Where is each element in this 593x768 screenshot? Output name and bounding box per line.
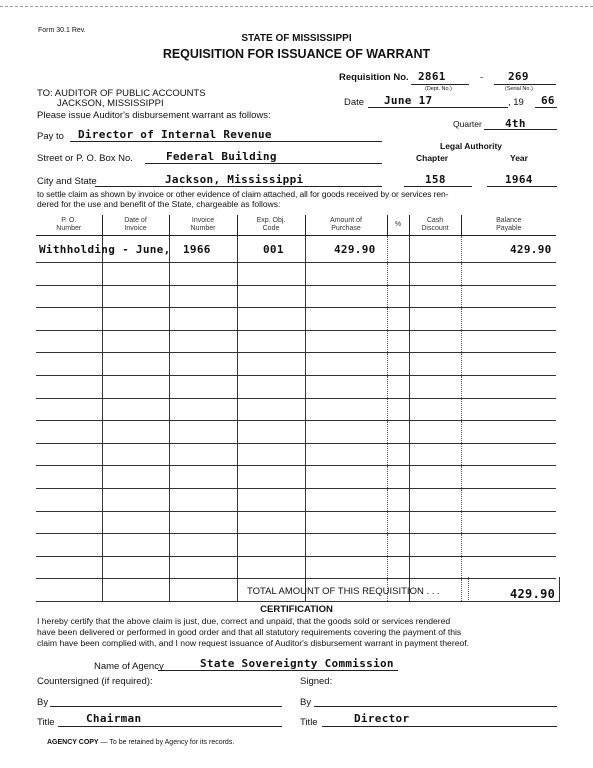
- left-title-line: [58, 726, 282, 727]
- entry-exp-code: 001: [263, 243, 284, 256]
- table-cell[interactable]: [36, 375, 102, 398]
- table-row: [36, 353, 556, 376]
- please-issue: Please issue Auditor's disbursement warrant as follows:: [37, 110, 271, 121]
- chapter-value: 158: [425, 173, 446, 186]
- table-cell[interactable]: [305, 466, 387, 489]
- table-cell[interactable]: [237, 398, 305, 421]
- table-cell[interactable]: [305, 556, 387, 579]
- table-cell[interactable]: [102, 285, 169, 308]
- table-cell[interactable]: [102, 308, 169, 331]
- requisition-label: Requisition No.: [339, 72, 409, 83]
- table-cell[interactable]: [409, 375, 461, 398]
- table-cell[interactable]: [387, 330, 409, 353]
- table-cell[interactable]: [461, 308, 556, 331]
- table-cell[interactable]: [387, 375, 409, 398]
- chapter-line: [404, 186, 472, 187]
- table-cell[interactable]: [409, 236, 461, 263]
- pay-to-line: [70, 141, 382, 142]
- left-by-line[interactable]: [50, 706, 282, 707]
- left-title-value: Chairman: [86, 712, 142, 725]
- serial-number: 269: [508, 70, 529, 83]
- table-cell[interactable]: [409, 421, 461, 444]
- table-cell[interactable]: [36, 488, 102, 511]
- table-cell[interactable]: [102, 488, 169, 511]
- street-value: Federal Building: [166, 150, 277, 163]
- table-cell[interactable]: [36, 443, 102, 466]
- perforation-edge: [0, 0, 593, 7]
- serial-number-line: [494, 84, 556, 85]
- footer-note: [47, 739, 234, 746]
- table-cell[interactable]: [305, 421, 387, 444]
- to-city: JACKSON, MISSISSIPPI: [57, 98, 164, 109]
- table-row: [36, 375, 556, 398]
- table-cell[interactable]: [461, 285, 556, 308]
- table-cell[interactable]: [409, 353, 461, 376]
- pay-to-label: Pay to: [37, 131, 64, 142]
- table-cell[interactable]: [461, 263, 556, 286]
- table-cell[interactable]: [36, 285, 102, 308]
- table-cell[interactable]: [237, 353, 305, 376]
- table-cell[interactable]: [36, 579, 102, 602]
- year-prefix: , 19: [508, 97, 524, 108]
- signed-label: Signed:: [300, 676, 333, 687]
- header-balance-payable: Balance Payable: [461, 215, 556, 236]
- table-cell[interactable]: [237, 556, 305, 579]
- chapter-label: Chapter: [416, 153, 449, 163]
- table-cell[interactable]: [36, 534, 102, 557]
- table-cell[interactable]: [169, 579, 237, 602]
- table-cell[interactable]: [237, 466, 305, 489]
- table-cell[interactable]: [387, 443, 409, 466]
- table-cell[interactable]: [387, 556, 409, 579]
- table-cell[interactable]: [305, 534, 387, 557]
- entry-balance: 429.90: [510, 243, 552, 256]
- date-label: Date: [344, 97, 365, 108]
- table-cell[interactable]: [102, 353, 169, 376]
- table-cell[interactable]: [409, 443, 461, 466]
- table-cell[interactable]: [102, 330, 169, 353]
- quarter-value: 4th: [505, 117, 526, 130]
- table-row: [36, 443, 556, 466]
- left-by-label: By: [37, 697, 49, 708]
- table-row: [36, 556, 556, 579]
- quarter-label: Quarter: [453, 119, 482, 129]
- quarter-line: [484, 129, 557, 130]
- table-cell[interactable]: [461, 353, 556, 376]
- header-exp-obj-code: Exp. Obj. Code: [237, 215, 305, 236]
- table-cell[interactable]: [169, 263, 237, 286]
- dept-caption: (Dept. No.): [425, 86, 452, 92]
- table-cell[interactable]: [102, 398, 169, 421]
- table-cell[interactable]: [237, 511, 305, 534]
- table-cell[interactable]: [237, 330, 305, 353]
- city-label: City and State: [37, 176, 97, 187]
- table-cell[interactable]: [36, 330, 102, 353]
- right-by-label: By: [300, 697, 312, 708]
- table-cell[interactable]: [461, 375, 556, 398]
- table-cell[interactable]: [387, 488, 409, 511]
- table-cell[interactable]: [409, 466, 461, 489]
- table-cell[interactable]: [169, 330, 237, 353]
- table-cell[interactable]: [169, 556, 237, 579]
- table-cell[interactable]: [102, 534, 169, 557]
- table-cell[interactable]: [237, 421, 305, 444]
- table-cell[interactable]: [409, 398, 461, 421]
- table-cell[interactable]: [305, 488, 387, 511]
- table-cell[interactable]: [409, 488, 461, 511]
- pay-to-value: Director of Internal Revenue: [78, 128, 272, 141]
- header-date-of-invoice: Date of Invoice: [102, 215, 169, 236]
- table-cell[interactable]: [169, 534, 237, 557]
- table-cell[interactable]: [305, 511, 387, 534]
- table-cell[interactable]: [409, 330, 461, 353]
- table-cell[interactable]: [409, 556, 461, 579]
- table-cell[interactable]: [461, 556, 556, 579]
- table-cell[interactable]: [305, 398, 387, 421]
- total-label: TOTAL AMOUNT OF THIS REQUISITION . . .: [247, 586, 440, 597]
- right-title-value: Director: [354, 712, 410, 725]
- table-cell[interactable]: [102, 421, 169, 444]
- table-cell[interactable]: [305, 353, 387, 376]
- date-line: [368, 107, 508, 108]
- agency-copy-label: AGENCY COPY: [47, 739, 99, 746]
- table-cell[interactable]: [305, 308, 387, 331]
- state-heading: STATE OF MISSISSIPPI: [241, 33, 352, 44]
- table-cell[interactable]: [409, 285, 461, 308]
- table-cell[interactable]: [36, 398, 102, 421]
- header-invoice-number: Invoice Number: [169, 215, 237, 236]
- table-cell[interactable]: [387, 285, 409, 308]
- table-cell[interactable]: [169, 466, 237, 489]
- table-cell[interactable]: [237, 375, 305, 398]
- table-row: [36, 534, 556, 557]
- year-line: [535, 107, 557, 108]
- form-number: Form 30.1 Rev.: [38, 27, 86, 34]
- table-cell[interactable]: [461, 511, 556, 534]
- entry-invoice-number: 1966: [183, 243, 211, 256]
- table-cell[interactable]: [102, 443, 169, 466]
- table-cell[interactable]: [409, 534, 461, 557]
- table-row: [36, 398, 556, 421]
- table-cell[interactable]: [305, 330, 387, 353]
- table-cell[interactable]: [461, 443, 556, 466]
- table-row: [36, 466, 556, 489]
- table-cell[interactable]: [237, 488, 305, 511]
- table-header-row: [36, 215, 556, 236]
- table-cell[interactable]: [461, 488, 556, 511]
- table-cell[interactable]: [461, 534, 556, 557]
- table-row: [36, 421, 556, 444]
- table-row: [36, 488, 556, 511]
- agency-label: Name of Agency: [94, 661, 164, 672]
- city-value: Jackson, Mississippi: [165, 173, 304, 186]
- table-cell[interactable]: [237, 263, 305, 286]
- table-cell[interactable]: [36, 308, 102, 331]
- entry-description: Withholding - June,: [39, 243, 171, 256]
- table-cell[interactable]: [387, 398, 409, 421]
- table-cell[interactable]: [36, 421, 102, 444]
- certification-heading: CERTIFICATION: [260, 604, 333, 615]
- city-line: [95, 186, 382, 187]
- settle-text-line-1: to settle claim as shown by invoice or other evidence of claim attached, all for goods received by or services ren-: [37, 189, 449, 199]
- settle-text-line-2: dered for the use and benefit of the State, chargeable as follows:: [37, 199, 281, 209]
- table-cell[interactable]: [461, 466, 556, 489]
- serial-caption: (Serial No.): [505, 86, 533, 92]
- legal-authority-heading: Legal Authority: [440, 141, 503, 151]
- table-cell[interactable]: [169, 398, 237, 421]
- agency-value: State Sovereignty Commission: [200, 657, 394, 670]
- date-value: June 17: [384, 94, 433, 107]
- table-cell[interactable]: [36, 511, 102, 534]
- total-value: 429.90: [510, 587, 556, 601]
- table-row: [36, 285, 556, 308]
- left-title-label: Title: [37, 717, 55, 728]
- table-cell[interactable]: [305, 285, 387, 308]
- year-label: Year: [510, 153, 528, 163]
- table-cell[interactable]: [169, 353, 237, 376]
- table-cell[interactable]: [102, 511, 169, 534]
- table-cell[interactable]: [387, 353, 409, 376]
- table-cell[interactable]: [387, 466, 409, 489]
- header-po-number: P. O. Number: [36, 215, 102, 236]
- table-cell[interactable]: [387, 263, 409, 286]
- page-title: REQUISITION FOR ISSUANCE OF WARRANT: [162, 47, 431, 61]
- header-amount-of-purchase: Amount of Purchase: [305, 215, 387, 236]
- table-cell[interactable]: [387, 511, 409, 534]
- table-cell[interactable]: [102, 579, 169, 602]
- authority-year-line: [487, 186, 557, 187]
- table-cell[interactable]: [169, 511, 237, 534]
- table-cell[interactable]: [387, 421, 409, 444]
- certification-text-3: claim have been complied with, and I now request issuance of Auditor's disbursement warrant in payment thereof.: [37, 638, 470, 648]
- table-cell[interactable]: [237, 534, 305, 557]
- street-label: Street or P. O. Box No.: [37, 153, 133, 164]
- table-cell[interactable]: [36, 353, 102, 376]
- table-cell[interactable]: [409, 511, 461, 534]
- table-cell[interactable]: [387, 308, 409, 331]
- table-row: [36, 308, 556, 331]
- year-value: 66: [541, 94, 555, 107]
- header-percent: %: [387, 215, 409, 236]
- certification-text-2: have been delivered or performed in good order and that all statutory requirements covering the payment of this: [37, 627, 462, 637]
- table-cell[interactable]: [305, 443, 387, 466]
- table-cell[interactable]: [102, 556, 169, 579]
- table-cell[interactable]: [102, 466, 169, 489]
- street-line: [145, 163, 382, 164]
- table-cell[interactable]: [169, 443, 237, 466]
- table-cell[interactable]: [169, 488, 237, 511]
- charge-table: [36, 215, 556, 602]
- table-cell[interactable]: [169, 285, 237, 308]
- certification-text-1: I hereby certify that the above claim is just, due, correct and unpaid, that the goods sold or services rendered: [37, 616, 451, 626]
- right-title-label: Title: [300, 717, 318, 728]
- header-cash-discount: Cash Discount: [409, 215, 461, 236]
- table-cell[interactable]: [409, 263, 461, 286]
- entry-amount: 429.90: [334, 243, 376, 256]
- table-cell[interactable]: [461, 421, 556, 444]
- table-cell[interactable]: [36, 466, 102, 489]
- table-cell[interactable]: [102, 263, 169, 286]
- table-cell[interactable]: [461, 330, 556, 353]
- table-cell[interactable]: [305, 375, 387, 398]
- table-cell[interactable]: [237, 285, 305, 308]
- agency-copy-text: — To be retained by Agency for its records.: [98, 739, 235, 746]
- table-cell[interactable]: [169, 375, 237, 398]
- table-cell[interactable]: [305, 263, 387, 286]
- table-cell[interactable]: [237, 308, 305, 331]
- agency-line: [158, 670, 398, 671]
- table-row: [36, 330, 556, 353]
- dept-number: 2861: [418, 70, 446, 83]
- table-cell[interactable]: [102, 375, 169, 398]
- to-auditor: TO: AUDITOR OF PUBLIC ACCOUNTS: [37, 88, 206, 99]
- authority-year-value: 1964: [505, 173, 533, 186]
- table-cell[interactable]: [461, 398, 556, 421]
- table-cell[interactable]: [387, 534, 409, 557]
- table-cell[interactable]: [169, 308, 237, 331]
- table-row: [36, 263, 556, 286]
- table-cell[interactable]: [237, 443, 305, 466]
- table-cell[interactable]: [409, 308, 461, 331]
- table-cell[interactable]: [36, 263, 102, 286]
- right-title-line: [322, 726, 557, 727]
- table-cell[interactable]: [36, 556, 102, 579]
- table-cell[interactable]: [387, 236, 409, 263]
- table-row: [36, 511, 556, 534]
- requisition-dash: -: [480, 72, 484, 83]
- right-by-line[interactable]: [314, 706, 557, 707]
- table-cell[interactable]: [169, 421, 237, 444]
- countersigned-label: Countersigned (if required):: [37, 676, 153, 687]
- dept-number-line: [411, 84, 469, 85]
